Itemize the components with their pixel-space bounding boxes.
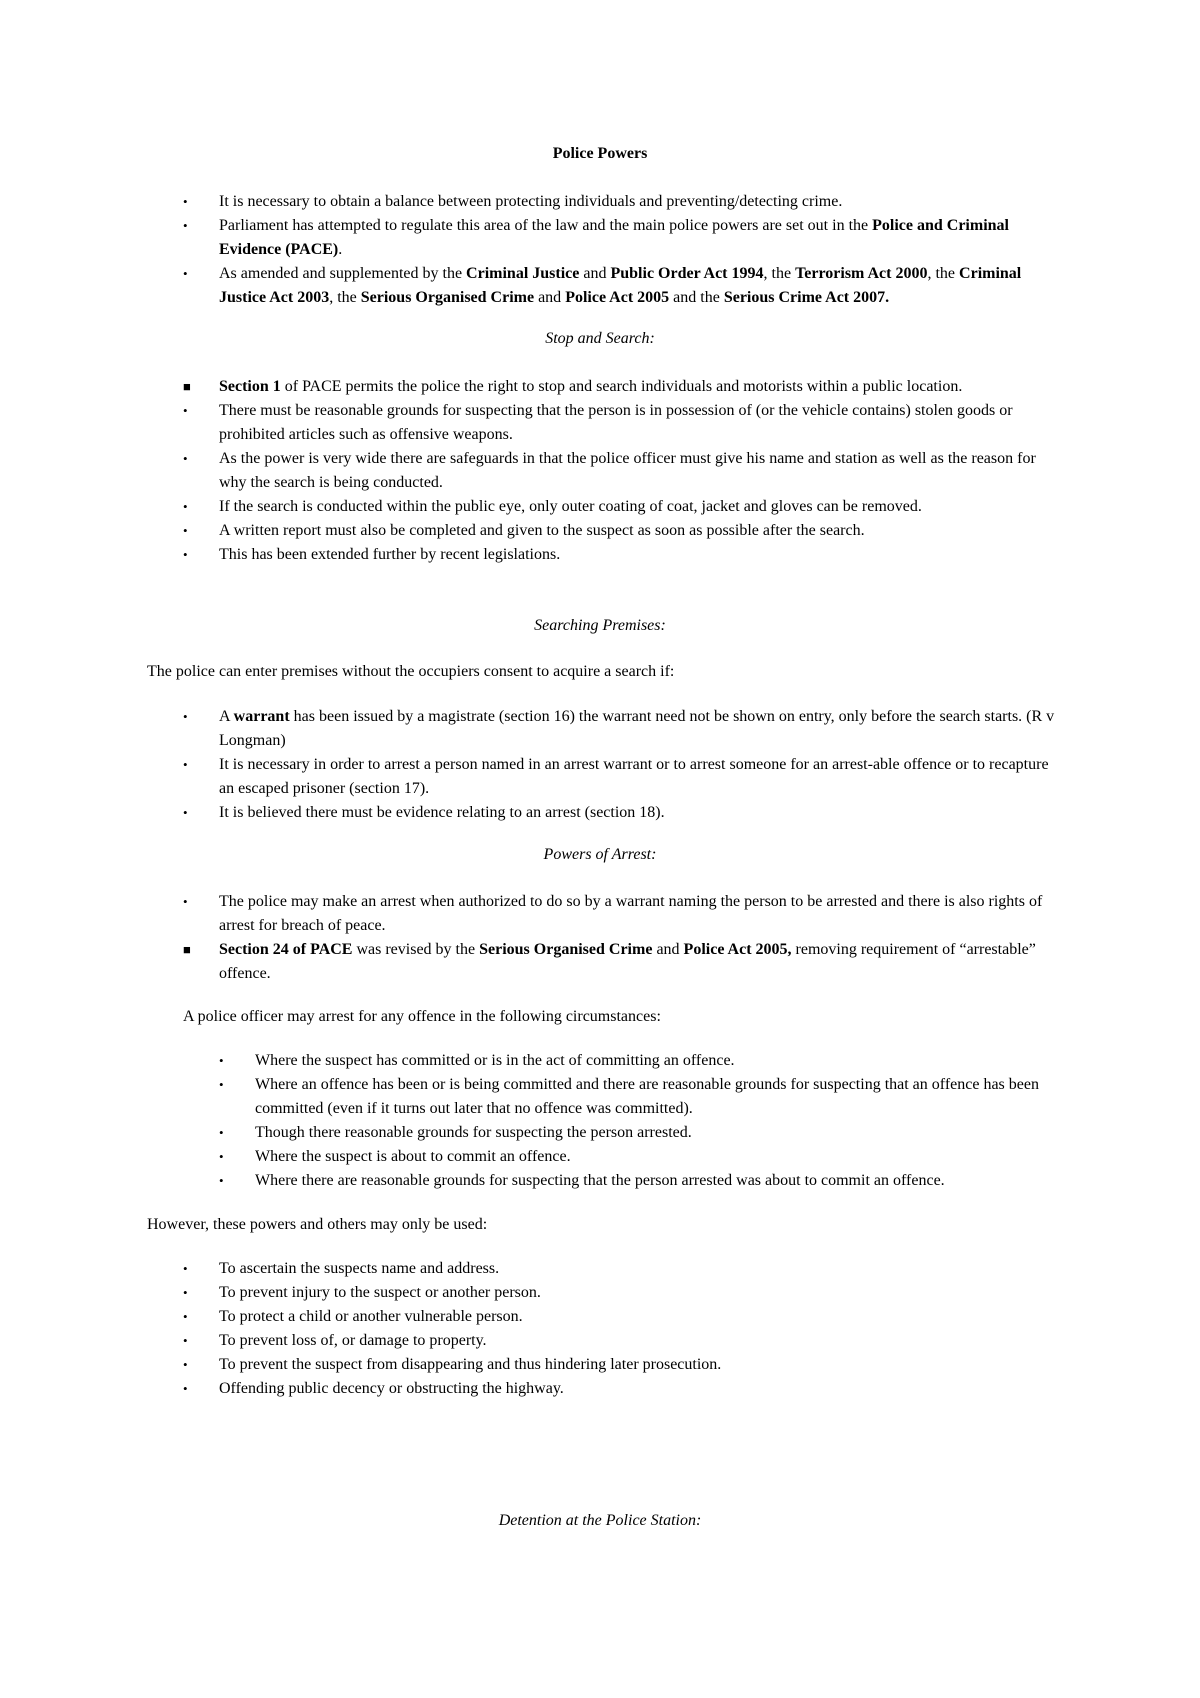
bold-text: Police and Criminal Evidence (PACE) [219, 217, 1009, 258]
list-item [183, 1329, 1063, 1353]
arrest-circumstances-list [219, 1049, 1059, 1193]
bold-text: Criminal Justice [466, 265, 580, 282]
searching-premises-lead: The police can enter premises without the occupiers consent to acquire a search if: [147, 663, 675, 680]
text-run: . [338, 241, 343, 258]
text-run: and [534, 289, 566, 306]
list-item-text: Where there are reasonable grounds for suspecting that the person arrested was about to commit an offence. [255, 1172, 945, 1189]
bold-text: Section 24 of PACE [219, 941, 353, 958]
list-item-text: To prevent loss of, or damage to property. [219, 1332, 487, 1349]
list-item-text: Where the suspect has committed or is in the act of committing an offence. [255, 1052, 735, 1069]
stop-search-heading: Stop and Search: [545, 330, 655, 347]
bullet-icon: • [219, 1125, 224, 1140]
list-item [183, 1377, 1063, 1401]
bullet-icon: • [183, 894, 188, 909]
bullet-icon: • [183, 194, 188, 209]
usage-list [183, 1257, 1063, 1401]
bullet-icon: • [183, 1357, 188, 1372]
text-run: As the power is very wide there are safeguards in that the police officer must give his name and station as well as the reason for why the search is being conducted. [219, 450, 1036, 491]
bullet-icon: • [183, 1285, 188, 1300]
bold-text: Public Order Act 1994 [610, 265, 764, 282]
list-item [183, 890, 1063, 938]
bullet-icon: • [183, 1309, 188, 1324]
list-item [183, 399, 1063, 447]
text-run: Parliament has attempted to regulate this area of the law and the main police powers are set out in the [219, 217, 873, 234]
text-run: A written report must also be completed and given to the suspect as soon as possible after the search. [219, 522, 865, 539]
bold-text: Section 1 [219, 378, 281, 395]
list-item [183, 1281, 1063, 1305]
list-item [219, 1121, 1059, 1145]
searching-premises-heading: Searching Premises: [534, 617, 666, 634]
text-run: It is believed there must be evidence relating to an arrest (section 18). [219, 804, 665, 821]
text-run: removing requirement of “arrestable” offence. [219, 941, 1036, 982]
bold-text: Serious Organised Crime [479, 941, 653, 958]
text-run: This has been extended further by recent legislations. [219, 546, 561, 563]
bold-text: Serious Organised Crime [360, 289, 535, 306]
text-run: It is necessary to obtain a balance between protecting individuals and preventing/detecting crime. [219, 193, 843, 210]
bullet-icon: • [219, 1053, 224, 1068]
list-item [183, 1305, 1063, 1329]
bullet-icon: • [219, 1173, 224, 1188]
list-item-text: To protect a child or another vulnerable person. [219, 1308, 523, 1325]
list-item [183, 495, 1063, 519]
bold-text: Criminal Justice Act 2003 [219, 265, 1022, 306]
bullet-icon: • [183, 523, 188, 538]
list-item [183, 938, 1063, 986]
list-item [183, 214, 1063, 262]
bullet-icon: • [183, 451, 188, 466]
list-item [183, 262, 1063, 310]
bullet-icon: • [183, 709, 188, 724]
bullet-icon: • [183, 266, 188, 281]
stop-search-list [183, 375, 1063, 567]
list-item [183, 1257, 1063, 1281]
bullet-icon: • [183, 499, 188, 514]
list-item-text: Where an offence has been or is being committed and there are reasonable grounds for suspecting that an offence has been committed (even if it turns out later that no offence was committed). [255, 1076, 1039, 1117]
list-item [183, 753, 1063, 801]
list-item [219, 1049, 1059, 1073]
detention-heading: Detention at the Police Station: [498, 1512, 702, 1529]
bold-text: Police Act 2005 [565, 289, 670, 306]
list-item [183, 375, 1063, 399]
text-run: and [579, 265, 611, 282]
text-run: A [219, 708, 234, 725]
text-run: of PACE permits the police the right to stop and search individuals and motorists within a public location. [280, 378, 963, 395]
powers-arrest-heading: Powers of Arrest: [543, 846, 657, 863]
bold-text: warrant [233, 708, 290, 725]
bold-text: Police Act 2005, [683, 941, 792, 958]
arrest-circumstances-lead: A police officer may arrest for any offence in the following circumstances: [183, 1008, 661, 1025]
text-run: , the [329, 289, 361, 306]
bullet-icon: • [183, 547, 188, 562]
bullet-icon: • [183, 1333, 188, 1348]
text-run: has been issued by a magistrate (section 16) the warrant need not be shown on entry, only before the search starts. (R v Longman) [219, 708, 1055, 749]
searching-premises-list [183, 705, 1063, 825]
list-item [219, 1145, 1059, 1169]
text-run: If the search is conducted within the public eye, only outer coating of coat, jacket and gloves can be removed. [219, 498, 922, 515]
bullet-icon: ■ [183, 379, 191, 394]
list-item-text: Though there reasonable grounds for suspecting the person arrested. [255, 1124, 692, 1141]
usage-lead: However, these powers and others may only be used: [147, 1216, 488, 1233]
text-run: , the [763, 265, 796, 282]
bullet-icon: • [219, 1077, 224, 1092]
list-item [183, 801, 1063, 825]
text-run: and [652, 941, 684, 958]
bullet-icon: • [183, 757, 188, 772]
text-run: , the [927, 265, 960, 282]
text-run: The police may make an arrest when authorized to do so by a warrant naming the person to be arrested and there is also rights of arrest for breach of peace. [219, 893, 1043, 934]
list-item-text: Offending public decency or obstructing the highway. [219, 1380, 564, 1397]
list-item-text: To prevent injury to the suspect or another person. [219, 1284, 541, 1301]
text-run: As amended and supplemented by the [219, 265, 467, 282]
list-item [183, 705, 1063, 753]
bullet-icon: • [219, 1149, 224, 1164]
list-item [183, 519, 1063, 543]
list-item-text: To ascertain the suspects name and address. [219, 1260, 500, 1277]
bullet-icon: • [183, 218, 188, 233]
text-run: There must be reasonable grounds for suspecting that the person is in possession of (or the vehicle contains) stolen goods or prohibited articles such as offensive weapons. [219, 402, 1013, 443]
bold-text: Serious Crime Act 2007. [723, 289, 890, 306]
list-item [183, 190, 1063, 214]
list-item-text: To prevent the suspect from disappearing and thus hindering later prosecution. [219, 1356, 722, 1373]
text-run: and the [669, 289, 724, 306]
bullet-icon: ■ [183, 942, 191, 957]
bullet-icon: • [183, 1261, 188, 1276]
text-run: It is necessary in order to arrest a person named in an arrest warrant or to arrest someone for an arrest-able offence or to recapture an escaped prisoner (section 17). [219, 756, 1049, 797]
bullet-icon: • [183, 805, 188, 820]
list-item [219, 1169, 1059, 1193]
bold-text: Terrorism Act 2000 [795, 265, 928, 282]
list-item-text: Where the suspect is about to commit an offence. [255, 1148, 571, 1165]
powers-arrest-list [183, 890, 1063, 986]
list-item [183, 1353, 1063, 1377]
bullet-icon: • [183, 403, 188, 418]
bullet-icon: • [183, 1381, 188, 1396]
document-title: Police Powers [552, 145, 648, 162]
text-run: was revised by the [352, 941, 480, 958]
list-item [219, 1073, 1059, 1121]
list-item [183, 447, 1063, 495]
list-item [183, 543, 1063, 567]
intro-list [183, 190, 1063, 310]
